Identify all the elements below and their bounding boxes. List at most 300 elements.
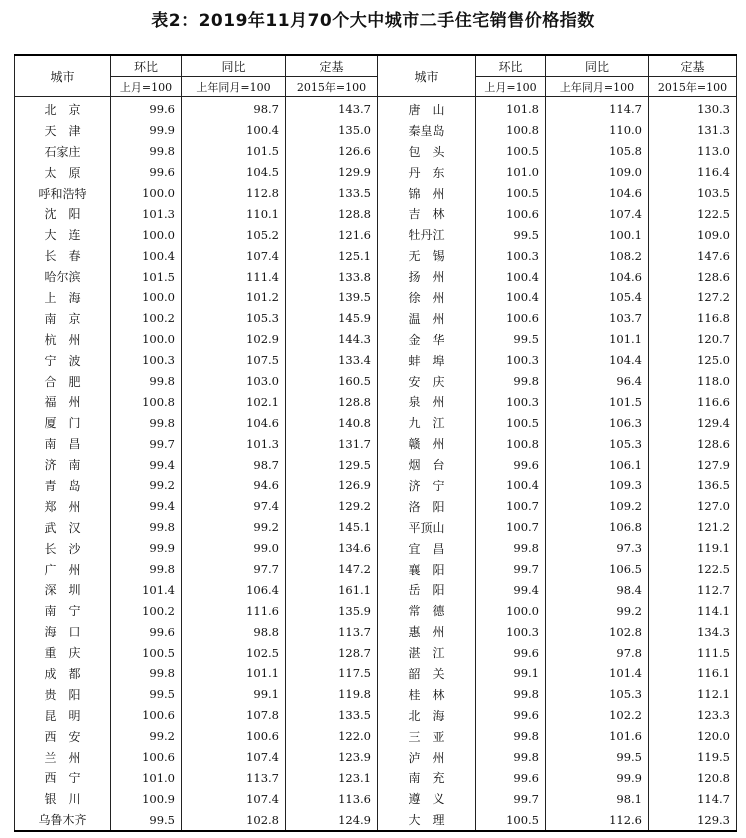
fixed-index-cell: 113.0 — [649, 141, 737, 162]
mom-index-cell: 99.8 — [111, 371, 182, 392]
yoy-index-cell: 107.8 — [182, 705, 286, 726]
city-name-cell: 郑 州 — [44, 499, 81, 514]
city-name-cell: 蚌 埠 — [378, 350, 476, 371]
yoy-index-cell: 94.6 — [182, 475, 286, 496]
fixed-index-cell: 128.7 — [286, 642, 378, 663]
yoy-index-cell: 106.8 — [546, 517, 649, 538]
fixed-index-cell: 121.6 — [286, 224, 378, 245]
table-row — [15, 97, 737, 120]
mom-index-cell: 100.4 — [476, 475, 546, 496]
fixed-index-cell: 121.2 — [649, 517, 737, 538]
city-name-cell: 广 州 — [44, 562, 81, 577]
city-name-cell: 韶 关 — [378, 663, 476, 684]
yoy-index-cell: 111.4 — [182, 266, 286, 287]
fixed-index-cell: 118.0 — [649, 371, 737, 392]
fixed-index-cell: 130.3 — [649, 97, 737, 120]
city-name-cell: 昆 明 — [44, 708, 81, 723]
mom-index-cell: 99.9 — [111, 538, 182, 559]
mom-index-cell: 99.6 — [111, 97, 182, 120]
table-row — [15, 329, 737, 350]
city-name-cell: 贵 阳 — [44, 687, 81, 702]
city-name-cell: 西 宁 — [44, 771, 81, 786]
mom-index-cell: 100.4 — [476, 266, 546, 287]
city-name-cell: 西 安 — [44, 729, 81, 744]
table-row — [15, 726, 737, 747]
city-name-cell: 深 圳 — [44, 583, 81, 598]
fixed-index-cell: 134.6 — [286, 538, 378, 559]
mom-index-cell: 99.5 — [476, 329, 546, 350]
city-name-cell: 徐 州 — [378, 287, 476, 308]
yoy-index-cell: 100.1 — [546, 224, 649, 245]
yoy-index-cell: 105.8 — [546, 141, 649, 162]
fixed-index-cell: 135.0 — [286, 120, 378, 141]
table-row — [15, 579, 737, 600]
mom-index-cell: 100.6 — [111, 705, 182, 726]
table-row — [15, 768, 737, 789]
yoy-index-cell: 99.9 — [546, 768, 649, 789]
yoy-column-header: 同比 — [182, 55, 286, 77]
fixed-index-cell: 116.1 — [649, 663, 737, 684]
yoy-index-cell: 100.6 — [182, 726, 286, 747]
fixed-index-cell: 124.9 — [286, 809, 378, 831]
fixed-index-cell: 122.5 — [649, 203, 737, 224]
mom-index-cell: 101.3 — [111, 203, 182, 224]
table-row — [15, 538, 737, 559]
city-name-cell: 银 川 — [44, 792, 81, 807]
yoy-index-cell: 102.8 — [546, 621, 649, 642]
yoy-index-cell: 97.3 — [546, 538, 649, 559]
mom-index-cell: 100.5 — [476, 809, 546, 831]
mom-index-cell: 101.5 — [111, 266, 182, 287]
price-index-table — [14, 54, 737, 832]
table-row — [15, 517, 737, 538]
fixed-column-header: 定基 — [649, 55, 737, 77]
yoy-index-cell: 101.1 — [546, 329, 649, 350]
city-name-cell: 合 肥 — [44, 374, 81, 389]
table-row — [15, 162, 737, 183]
city-name-cell: 大 理 — [378, 809, 476, 831]
table-row — [15, 559, 737, 580]
city-name-cell: 兰 州 — [44, 750, 81, 765]
fixed-index-cell: 120.7 — [649, 329, 737, 350]
city-name-cell: 成 都 — [44, 666, 81, 681]
city-name-cell: 北 海 — [378, 705, 476, 726]
fixed-index-cell: 129.3 — [649, 809, 737, 831]
table-row — [15, 433, 737, 454]
city-name-cell: 呼和浩特 — [38, 186, 87, 201]
yoy-index-cell: 96.4 — [546, 371, 649, 392]
city-name-cell: 遵 义 — [378, 788, 476, 809]
mom-index-cell: 100.9 — [111, 788, 182, 809]
fixed-index-cell: 161.1 — [286, 579, 378, 600]
yoy-index-cell: 114.7 — [546, 97, 649, 120]
city-name-cell: 长 沙 — [44, 541, 81, 556]
city-name-cell: 沈 阳 — [44, 207, 81, 222]
table-row — [15, 141, 737, 162]
fixed-index-cell: 103.5 — [649, 183, 737, 204]
city-name-cell: 包 头 — [378, 141, 476, 162]
mom-index-cell: 99.5 — [476, 224, 546, 245]
table-row — [15, 705, 737, 726]
yoy-index-cell: 104.6 — [182, 412, 286, 433]
mom-index-cell: 99.5 — [111, 684, 182, 705]
fixed-index-cell: 139.5 — [286, 287, 378, 308]
fixed-index-cell: 114.1 — [649, 600, 737, 621]
mom-index-cell: 99.9 — [111, 120, 182, 141]
mom-index-cell: 99.5 — [111, 809, 182, 831]
mom-index-cell: 100.4 — [476, 287, 546, 308]
fixed-index-cell: 147.2 — [286, 559, 378, 580]
city-name-cell: 上 海 — [44, 290, 81, 305]
table-row — [15, 308, 737, 329]
yoy-index-cell: 102.9 — [182, 329, 286, 350]
yoy-index-cell: 101.2 — [182, 287, 286, 308]
mom-index-cell: 100.5 — [111, 642, 182, 663]
yoy-index-cell: 97.4 — [182, 496, 286, 517]
mom-index-cell: 100.3 — [111, 350, 182, 371]
fixed-index-cell: 127.9 — [649, 454, 737, 475]
mom-column-header: 环比 — [111, 55, 182, 77]
yoy-index-cell: 99.2 — [182, 517, 286, 538]
mom-index-cell: 99.8 — [476, 371, 546, 392]
city-name-cell: 赣 州 — [378, 433, 476, 454]
table-row — [15, 454, 737, 475]
city-name-cell: 青 岛 — [44, 478, 81, 493]
fixed-index-cell: 143.7 — [286, 97, 378, 120]
mom-index-cell: 99.8 — [111, 663, 182, 684]
table-row — [15, 412, 737, 433]
mom-index-cell: 99.2 — [111, 475, 182, 496]
mom-index-cell: 99.6 — [476, 642, 546, 663]
yoy-index-cell: 104.6 — [546, 266, 649, 287]
fixed-index-cell: 116.4 — [649, 162, 737, 183]
fixed-index-cell: 122.5 — [649, 559, 737, 580]
fixed-index-cell: 129.4 — [649, 412, 737, 433]
city-name-cell: 洛 阳 — [378, 496, 476, 517]
city-name-cell: 南 宁 — [44, 604, 81, 619]
city-name-cell: 九 江 — [378, 412, 476, 433]
yoy-base-label: 上年同月=100 — [182, 77, 286, 97]
city-name-cell: 襄 阳 — [378, 559, 476, 580]
mom-index-cell: 99.6 — [476, 768, 546, 789]
table-row — [15, 809, 737, 831]
yoy-index-cell: 99.0 — [182, 538, 286, 559]
yoy-index-cell: 112.8 — [182, 183, 286, 204]
mom-index-cell: 99.4 — [476, 579, 546, 600]
yoy-index-cell: 105.3 — [182, 308, 286, 329]
yoy-index-cell: 99.5 — [546, 747, 649, 768]
yoy-index-cell: 106.3 — [546, 412, 649, 433]
mom-index-cell: 99.8 — [476, 684, 546, 705]
mom-index-cell: 100.0 — [111, 329, 182, 350]
city-name-cell: 惠 州 — [378, 621, 476, 642]
mom-index-cell: 100.5 — [476, 141, 546, 162]
mom-index-cell: 100.5 — [476, 183, 546, 204]
mom-index-cell: 100.3 — [476, 350, 546, 371]
yoy-index-cell: 102.1 — [182, 391, 286, 412]
mom-index-cell: 99.1 — [476, 663, 546, 684]
yoy-index-cell: 107.4 — [182, 245, 286, 266]
city-name-cell: 烟 台 — [378, 454, 476, 475]
fixed-index-cell: 113.6 — [286, 788, 378, 809]
mom-index-cell: 100.6 — [111, 747, 182, 768]
city-column-header: 城市 — [15, 55, 111, 97]
yoy-index-cell: 102.5 — [182, 642, 286, 663]
fixed-index-cell: 147.6 — [649, 245, 737, 266]
yoy-index-cell: 98.7 — [182, 97, 286, 120]
yoy-index-cell: 102.2 — [546, 705, 649, 726]
city-name-cell: 桂 林 — [378, 684, 476, 705]
yoy-index-cell: 104.4 — [546, 350, 649, 371]
yoy-index-cell: 109.2 — [546, 496, 649, 517]
city-name-cell: 牡丹江 — [378, 224, 476, 245]
yoy-index-cell: 99.1 — [182, 684, 286, 705]
fixed-index-cell: 133.8 — [286, 266, 378, 287]
table-row — [15, 496, 737, 517]
mom-base-label: 上月=100 — [111, 77, 182, 97]
table-row — [15, 371, 737, 392]
fixed-index-cell: 119.5 — [649, 747, 737, 768]
mom-index-cell: 99.4 — [111, 454, 182, 475]
fixed-index-cell: 145.9 — [286, 308, 378, 329]
fixed-index-cell: 123.1 — [286, 768, 378, 789]
city-name-cell: 南 昌 — [44, 437, 81, 452]
city-name-cell: 锦 州 — [378, 183, 476, 204]
mom-index-cell: 100.0 — [111, 224, 182, 245]
city-name-cell: 南 充 — [378, 768, 476, 789]
mom-index-cell: 100.7 — [476, 517, 546, 538]
city-name-cell: 天 津 — [44, 123, 81, 138]
city-name-cell: 平顶山 — [378, 517, 476, 538]
yoy-index-cell: 106.1 — [546, 454, 649, 475]
table-title: 表2：2019年11月70个大中城市二手住宅销售价格指数 — [151, 11, 595, 31]
fixed-index-cell: 144.3 — [286, 329, 378, 350]
fixed-index-cell: 133.4 — [286, 350, 378, 371]
fixed-index-cell: 133.5 — [286, 705, 378, 726]
yoy-index-cell: 105.4 — [546, 287, 649, 308]
fixed-index-cell: 134.3 — [649, 621, 737, 642]
city-name-cell: 吉 林 — [378, 203, 476, 224]
mom-index-cell: 99.2 — [111, 726, 182, 747]
city-name-cell: 常 德 — [378, 600, 476, 621]
mom-index-cell: 101.4 — [111, 579, 182, 600]
yoy-index-cell: 99.2 — [546, 600, 649, 621]
table-row — [15, 747, 737, 768]
fixed-column-header: 定基 — [286, 55, 378, 77]
mom-index-cell: 100.6 — [476, 203, 546, 224]
mom-index-cell: 100.8 — [476, 120, 546, 141]
fixed-base-label: 2015年=100 — [286, 77, 378, 97]
mom-index-cell: 99.6 — [476, 705, 546, 726]
city-name-cell: 福 州 — [44, 395, 81, 410]
city-name-cell: 武 汉 — [44, 520, 81, 535]
fixed-index-cell: 129.5 — [286, 454, 378, 475]
table-row — [15, 475, 737, 496]
yoy-index-cell: 107.4 — [182, 788, 286, 809]
fixed-index-cell: 111.5 — [649, 642, 737, 663]
mom-index-cell: 101.0 — [111, 768, 182, 789]
city-name-cell: 温 州 — [378, 308, 476, 329]
mom-index-cell: 99.8 — [111, 517, 182, 538]
fixed-index-cell: 127.2 — [649, 287, 737, 308]
fixed-index-cell: 131.7 — [286, 433, 378, 454]
city-name-cell: 宜 昌 — [378, 538, 476, 559]
city-name-cell: 大 连 — [44, 228, 81, 243]
yoy-index-cell: 105.2 — [182, 224, 286, 245]
fixed-index-cell: 131.3 — [649, 120, 737, 141]
mom-index-cell: 100.8 — [476, 433, 546, 454]
table-body — [15, 97, 737, 832]
yoy-index-cell: 101.6 — [546, 726, 649, 747]
city-name-cell: 乌鲁木齐 — [15, 809, 111, 831]
city-name-cell: 金 华 — [378, 329, 476, 350]
city-name-cell: 厦 门 — [44, 416, 81, 431]
city-name-cell: 丹 东 — [378, 162, 476, 183]
table-header — [15, 55, 737, 97]
mom-index-cell: 99.8 — [476, 726, 546, 747]
mom-index-cell: 101.0 — [476, 162, 546, 183]
city-name-cell: 宁 波 — [44, 353, 81, 368]
yoy-index-cell: 101.1 — [182, 663, 286, 684]
fixed-index-cell: 123.9 — [286, 747, 378, 768]
yoy-index-cell: 101.5 — [182, 141, 286, 162]
city-name-cell: 安 庆 — [378, 371, 476, 392]
fixed-index-cell: 126.9 — [286, 475, 378, 496]
yoy-index-cell: 110.0 — [546, 120, 649, 141]
yoy-index-cell: 101.4 — [546, 663, 649, 684]
mom-index-cell: 100.2 — [111, 308, 182, 329]
yoy-index-cell: 97.8 — [546, 642, 649, 663]
city-name-cell: 太 原 — [44, 165, 81, 180]
mom-index-cell: 99.8 — [111, 412, 182, 433]
table-row — [15, 287, 737, 308]
yoy-index-cell: 109.3 — [546, 475, 649, 496]
yoy-index-cell: 98.8 — [182, 621, 286, 642]
yoy-index-cell: 98.7 — [182, 454, 286, 475]
mom-index-cell: 100.2 — [111, 600, 182, 621]
fixed-index-cell: 133.5 — [286, 183, 378, 204]
city-name-cell: 济 南 — [44, 458, 81, 473]
yoy-index-cell: 107.5 — [182, 350, 286, 371]
fixed-index-cell: 129.9 — [286, 162, 378, 183]
yoy-index-cell: 111.6 — [182, 600, 286, 621]
city-name-cell: 三 亚 — [378, 726, 476, 747]
fixed-index-cell: 117.5 — [286, 663, 378, 684]
fixed-index-cell: 128.6 — [649, 433, 737, 454]
fixed-index-cell: 128.8 — [286, 391, 378, 412]
yoy-index-cell: 109.0 — [546, 162, 649, 183]
table-row — [15, 245, 737, 266]
fixed-index-cell: 129.2 — [286, 496, 378, 517]
table-row — [15, 788, 737, 809]
table-row — [15, 621, 737, 642]
city-name-cell: 哈尔滨 — [44, 270, 81, 285]
city-name-cell: 南 京 — [44, 311, 81, 326]
mom-index-cell: 100.3 — [476, 245, 546, 266]
mom-index-cell: 100.0 — [111, 183, 182, 204]
yoy-index-cell: 105.3 — [546, 684, 649, 705]
mom-index-cell: 99.8 — [111, 559, 182, 580]
mom-index-cell: 100.4 — [111, 245, 182, 266]
yoy-index-cell: 103.0 — [182, 371, 286, 392]
yoy-index-cell: 110.1 — [182, 203, 286, 224]
fixed-index-cell: 145.1 — [286, 517, 378, 538]
yoy-index-cell: 104.6 — [546, 183, 649, 204]
city-name-cell: 扬 州 — [378, 266, 476, 287]
yoy-index-cell: 108.2 — [546, 245, 649, 266]
yoy-index-cell: 107.4 — [182, 747, 286, 768]
fixed-base-label: 2015年=100 — [649, 77, 737, 97]
fixed-index-cell: 128.8 — [286, 203, 378, 224]
yoy-index-cell: 112.6 — [546, 809, 649, 831]
mom-index-cell: 99.6 — [476, 454, 546, 475]
fixed-index-cell: 116.6 — [649, 391, 737, 412]
fixed-index-cell: 126.6 — [286, 141, 378, 162]
mom-index-cell: 99.8 — [476, 747, 546, 768]
mom-index-cell: 100.8 — [111, 391, 182, 412]
fixed-index-cell: 135.9 — [286, 600, 378, 621]
table-row — [15, 120, 737, 141]
fixed-index-cell: 127.0 — [649, 496, 737, 517]
fixed-index-cell: 140.8 — [286, 412, 378, 433]
mom-index-cell: 99.4 — [111, 496, 182, 517]
fixed-index-cell: 116.8 — [649, 308, 737, 329]
city-name-cell: 石家庄 — [44, 144, 81, 159]
fixed-index-cell: 112.1 — [649, 684, 737, 705]
city-name-cell: 北 京 — [44, 102, 81, 117]
yoy-index-cell: 106.5 — [546, 559, 649, 580]
city-name-cell: 长 春 — [44, 249, 81, 264]
mom-index-cell: 99.7 — [111, 433, 182, 454]
city-name-cell: 杭 州 — [44, 332, 81, 347]
fixed-index-cell: 125.0 — [649, 350, 737, 371]
fixed-index-cell: 112.7 — [649, 579, 737, 600]
table-row — [15, 663, 737, 684]
mom-index-cell: 100.3 — [476, 621, 546, 642]
city-name-cell: 泉 州 — [378, 391, 476, 412]
fixed-index-cell: 120.0 — [649, 726, 737, 747]
yoy-index-cell: 103.7 — [546, 308, 649, 329]
yoy-index-cell: 97.7 — [182, 559, 286, 580]
mom-index-cell: 99.8 — [476, 538, 546, 559]
city-name-cell: 岳 阳 — [378, 579, 476, 600]
mom-index-cell: 100.7 — [476, 496, 546, 517]
fixed-index-cell: 119.1 — [649, 538, 737, 559]
yoy-index-cell: 101.5 — [546, 391, 649, 412]
city-name-cell: 湛 江 — [378, 642, 476, 663]
yoy-index-cell: 98.1 — [546, 788, 649, 809]
yoy-index-cell: 107.4 — [546, 203, 649, 224]
fixed-index-cell: 114.7 — [649, 788, 737, 809]
city-column-header: 城市 — [378, 55, 476, 97]
mom-column-header: 环比 — [476, 55, 546, 77]
mom-index-cell: 100.0 — [476, 600, 546, 621]
mom-index-cell: 100.3 — [476, 391, 546, 412]
fixed-index-cell: 122.0 — [286, 726, 378, 747]
fixed-index-cell: 113.7 — [286, 621, 378, 642]
mom-index-cell: 100.0 — [111, 287, 182, 308]
yoy-index-cell: 113.7 — [182, 768, 286, 789]
table-row — [15, 203, 737, 224]
yoy-base-label: 上年同月=100 — [546, 77, 649, 97]
city-name-cell: 泸 州 — [378, 747, 476, 768]
city-name-cell: 无 锡 — [378, 245, 476, 266]
fixed-index-cell: 125.1 — [286, 245, 378, 266]
fixed-index-cell: 136.5 — [649, 475, 737, 496]
table-row — [15, 350, 737, 371]
fixed-index-cell: 160.5 — [286, 371, 378, 392]
mom-base-label: 上月=100 — [476, 77, 546, 97]
